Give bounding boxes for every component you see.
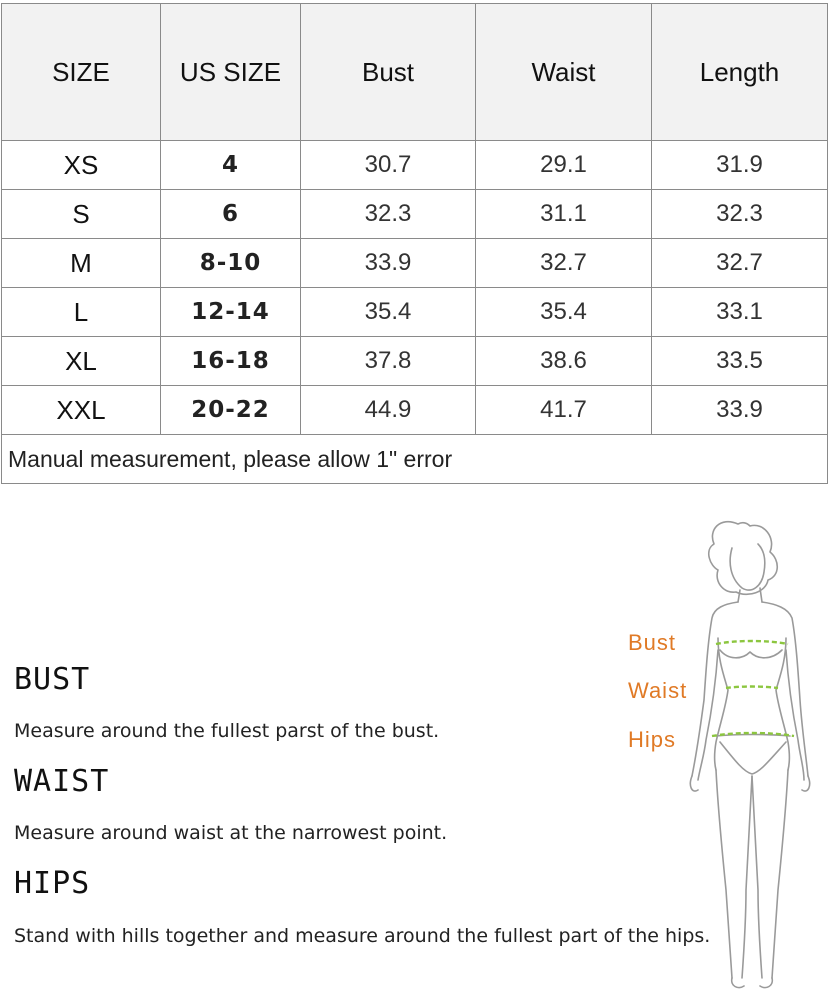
us-size-cell: 12-14 (161, 288, 301, 337)
table-row (2, 337, 828, 386)
us-size-cell: 4 (161, 141, 301, 190)
figure-label-bust: Bust (628, 630, 677, 655)
us-size-cell: 16-18 (161, 337, 301, 386)
length-cell: 31.9 (652, 141, 828, 190)
waist-cell: 41.7 (476, 386, 652, 435)
table-row (2, 386, 828, 435)
bust-cell: 37.8 (301, 337, 476, 386)
length-cell: 32.7 (652, 239, 828, 288)
size-cell: L (2, 288, 161, 337)
waist-cell: 38.6 (476, 337, 652, 386)
figure-label-hips: Hips (628, 727, 677, 752)
size-cell: XL (2, 337, 161, 386)
bust-cell: 33.9 (301, 239, 476, 288)
length-cell: 33.1 (652, 288, 828, 337)
length-cell: 32.3 (652, 190, 828, 239)
length-cell: 33.5 (652, 337, 828, 386)
bust-cell: 30.7 (301, 141, 476, 190)
waist-measure-line (726, 687, 778, 689)
header-size: SIZE (2, 4, 161, 141)
bust-cell: 32.3 (301, 190, 476, 239)
us-size-cell: 8-10 (161, 239, 301, 288)
size-cell: XXL (2, 386, 161, 435)
table-row (2, 288, 828, 337)
waist-cell: 29.1 (476, 141, 652, 190)
measurement-note: Manual measurement, please allow 1" error (2, 435, 828, 484)
table-note-row (2, 435, 828, 484)
bust-measure-line (716, 641, 788, 644)
size-cell: M (2, 239, 161, 288)
table-header-row (2, 4, 828, 141)
waist-cell: 32.7 (476, 239, 652, 288)
waist-cell: 35.4 (476, 288, 652, 337)
table-row (2, 190, 828, 239)
bust-heading: BUST (14, 662, 91, 697)
figure-label-waist: Waist (628, 678, 688, 703)
us-size-cell: 6 (161, 190, 301, 239)
bust-cell: 44.9 (301, 386, 476, 435)
header-us-size: US SIZE (161, 4, 301, 141)
size-cell: S (2, 190, 161, 239)
bust-instruction: Measure around the fullest parst of the bust. (14, 720, 440, 742)
hips-heading: HIPS (14, 866, 91, 901)
size-cell: XS (2, 141, 161, 190)
length-cell: 33.9 (652, 386, 828, 435)
bust-cell: 35.4 (301, 288, 476, 337)
size-chart-table (1, 3, 828, 484)
header-length: Length (652, 4, 828, 141)
us-size-cell: 20-22 (161, 386, 301, 435)
header-waist: Waist (476, 4, 652, 141)
body-measurement-figure (620, 510, 829, 995)
waist-heading: WAIST (14, 764, 110, 799)
waist-instruction: Measure around waist at the narrowest point. (14, 822, 448, 844)
waist-cell: 31.1 (476, 190, 652, 239)
header-bust: Bust (301, 4, 476, 141)
table-row (2, 239, 828, 288)
table-row (2, 141, 828, 190)
hips-instruction: Stand with hills together and measure around the fullest part of the hips. (14, 925, 711, 947)
